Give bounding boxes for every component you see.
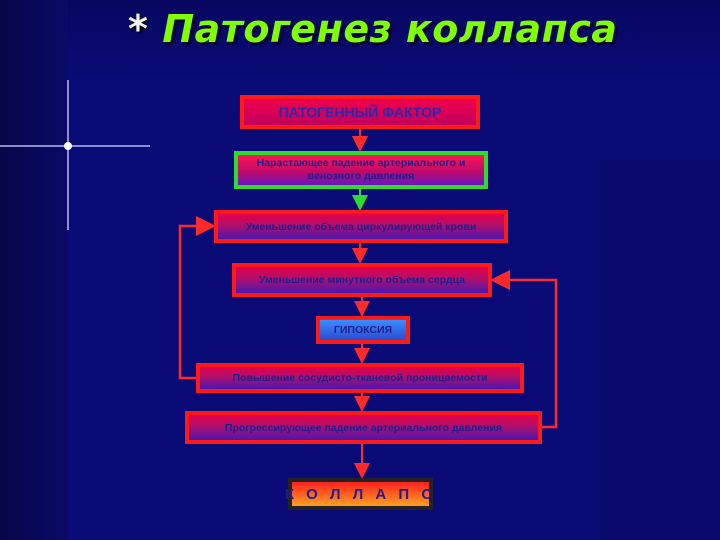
node-pathogenic-factor: ПАТОГЕННЫЙ ФАКТОР [240, 95, 480, 129]
title-text: Патогенез коллапса [162, 7, 618, 51]
node-hypoxia: ГИПОКСИЯ [316, 316, 410, 344]
node-permeability: Повышение сосудисто-тканевой проницаемости [196, 363, 524, 393]
node-collapse: К О Л Л А П С [288, 478, 433, 510]
feedback-loop-right [495, 280, 556, 427]
node-blood-volume: Уменьшение объема циркулирующей крови [214, 210, 508, 243]
node-pressure-drop: Нарастающее падение артериального и венозного давления [234, 151, 488, 189]
node-progressive-drop: Прогрессирующее падение артериального давления [185, 411, 542, 444]
feedback-loop-left [180, 226, 211, 378]
node-cardiac-output: Уменьшение минутного объема сердца [232, 263, 492, 297]
title-star: * [128, 7, 149, 51]
